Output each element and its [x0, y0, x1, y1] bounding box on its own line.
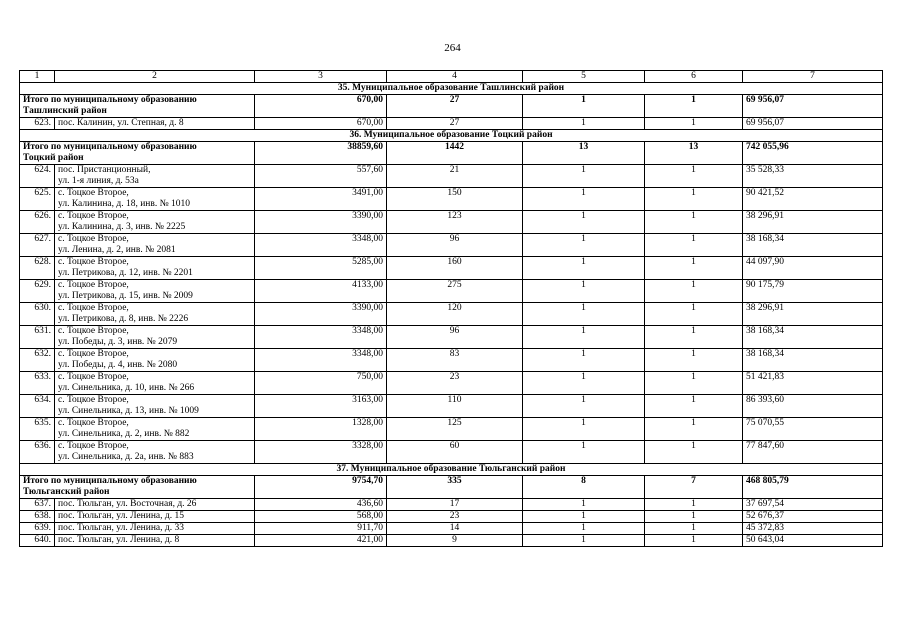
row-address [55, 372, 255, 395]
address-line: с. Тоцкое Второе, [58, 211, 129, 221]
row-units: 1 [523, 372, 645, 395]
row-units: 1 [523, 499, 645, 511]
table-row [20, 441, 883, 464]
column-header: 7 [743, 71, 883, 83]
row-objects: 1 [645, 211, 743, 234]
column-number-row [20, 71, 883, 83]
address-line: ул. Калинина, д. 18, инв. № 1010 [58, 198, 191, 209]
address-line: пос. Тюльган, ул. Восточная, д. 26 [58, 499, 197, 509]
row-address [55, 280, 255, 303]
row-area: 5285,00 [255, 257, 387, 280]
table-body [20, 83, 883, 547]
row-amount: 90 175,79 [743, 280, 883, 303]
row-number: 638. [20, 511, 55, 523]
row-address [55, 257, 255, 280]
row-number: 640. [20, 535, 55, 547]
address-line: ул. Победы, д. 3, инв. № 2079 [58, 336, 178, 347]
row-number: 634. [20, 395, 55, 418]
row-number: 627. [20, 234, 55, 257]
row-address [55, 499, 255, 511]
address-line: ул. 1-я линия, д. 53а [58, 175, 139, 186]
address-line: с. Тоцкое Второе, [58, 395, 129, 405]
section-heading-row [20, 83, 883, 95]
row-objects: 1 [645, 326, 743, 349]
row-amount: 38 168,34 [743, 234, 883, 257]
table-row [20, 280, 883, 303]
address-line: ул. Петрикова, д. 15, инв. № 2009 [58, 290, 193, 301]
row-number: 630. [20, 303, 55, 326]
row-address [55, 118, 255, 130]
column-header: 6 [645, 71, 743, 83]
row-amount: 52 676,37 [743, 511, 883, 523]
address-line: с. Тоцкое Второе, [58, 257, 129, 267]
total-amount: 742 055,96 [743, 142, 883, 165]
address-line: пос. Тюльган, ул. Ленина, д. 15 [58, 511, 184, 521]
row-address [55, 441, 255, 464]
row-address [55, 211, 255, 234]
total-label [20, 142, 255, 165]
total-area: 670,00 [255, 95, 387, 118]
row-units: 1 [523, 188, 645, 211]
row-objects: 1 [645, 372, 743, 395]
row-units: 1 [523, 303, 645, 326]
row-objects: 1 [645, 535, 743, 547]
table-row [20, 303, 883, 326]
row-number: 639. [20, 523, 55, 535]
row-number: 633. [20, 372, 55, 395]
address-line: ул. Синельника, д. 2а, инв. № 883 [58, 451, 194, 462]
total-label-line: Ташлинский район [23, 105, 107, 116]
row-count: 96 [387, 234, 523, 257]
row-count: 83 [387, 349, 523, 372]
row-amount: 90 421,52 [743, 188, 883, 211]
row-objects: 1 [645, 118, 743, 130]
row-count: 120 [387, 303, 523, 326]
row-units: 1 [523, 280, 645, 303]
row-area: 3390,00 [255, 303, 387, 326]
row-count: 23 [387, 372, 523, 395]
row-units: 1 [523, 211, 645, 234]
total-label-line: Тюльганский район [23, 486, 110, 497]
row-units: 1 [523, 418, 645, 441]
row-number: 623. [20, 118, 55, 130]
total-amount: 468 805,79 [743, 476, 883, 499]
address-line: с. Тоцкое Второе, [58, 303, 129, 313]
table-row [20, 234, 883, 257]
total-count: 27 [387, 95, 523, 118]
row-address [55, 188, 255, 211]
address-line: с. Тоцкое Второе, [58, 418, 129, 428]
row-units: 1 [523, 349, 645, 372]
total-objects: 7 [645, 476, 743, 499]
row-area: 3328,00 [255, 441, 387, 464]
total-label-line: Итого по муниципальному образованию [23, 476, 197, 486]
row-area: 3348,00 [255, 326, 387, 349]
row-number: 625. [20, 188, 55, 211]
row-count: 60 [387, 441, 523, 464]
row-amount: 44 097,90 [743, 257, 883, 280]
row-amount: 51 421,83 [743, 372, 883, 395]
row-count: 14 [387, 523, 523, 535]
total-objects: 13 [645, 142, 743, 165]
row-objects: 1 [645, 234, 743, 257]
row-objects: 1 [645, 418, 743, 441]
row-area: 436,60 [255, 499, 387, 511]
total-amount: 69 956,07 [743, 95, 883, 118]
row-count: 23 [387, 511, 523, 523]
row-area: 3491,00 [255, 188, 387, 211]
row-number: 635. [20, 418, 55, 441]
row-objects: 1 [645, 511, 743, 523]
row-number: 632. [20, 349, 55, 372]
total-units: 13 [523, 142, 645, 165]
row-count: 9 [387, 535, 523, 547]
row-objects: 1 [645, 303, 743, 326]
table-row [20, 535, 883, 547]
column-header: 4 [387, 71, 523, 83]
row-count: 275 [387, 280, 523, 303]
address-line: с. Тоцкое Второе, [58, 372, 129, 382]
housing-table [19, 70, 883, 547]
row-amount: 37 697,54 [743, 499, 883, 511]
row-count: 150 [387, 188, 523, 211]
row-units: 1 [523, 395, 645, 418]
row-area: 3390,00 [255, 211, 387, 234]
row-units: 1 [523, 441, 645, 464]
row-units: 1 [523, 257, 645, 280]
row-objects: 1 [645, 280, 743, 303]
section-title: 36. Муниципальное образование Тоцкий район [20, 130, 883, 142]
address-line: ул. Победы, д. 4, инв. № 2080 [58, 359, 178, 370]
row-count: 123 [387, 211, 523, 234]
address-line: ул. Синельника, д. 10, инв. № 266 [58, 382, 195, 393]
row-amount: 69 956,07 [743, 118, 883, 130]
row-number: 626. [20, 211, 55, 234]
table-row [20, 188, 883, 211]
address-line: ул. Калинина, д. 3, инв. № 2225 [58, 221, 186, 232]
total-count: 335 [387, 476, 523, 499]
total-row [20, 95, 883, 118]
row-amount: 38 168,34 [743, 326, 883, 349]
row-area: 911,70 [255, 523, 387, 535]
row-objects: 1 [645, 395, 743, 418]
total-row [20, 476, 883, 499]
row-units: 1 [523, 326, 645, 349]
address-line: ул. Синельника, д. 2, инв. № 882 [58, 428, 190, 439]
table-row [20, 118, 883, 130]
row-area: 670,00 [255, 118, 387, 130]
table-row [20, 257, 883, 280]
row-count: 27 [387, 118, 523, 130]
row-address [55, 523, 255, 535]
section-heading-row [20, 130, 883, 142]
row-number: 624. [20, 165, 55, 188]
row-address [55, 165, 255, 188]
table-row [20, 372, 883, 395]
row-units: 1 [523, 535, 645, 547]
address-line: с. Тоцкое Второе, [58, 349, 129, 359]
page-number: 264 [444, 42, 461, 54]
row-address [55, 418, 255, 441]
address-line: пос. Тюльган, ул. Ленина, д. 8 [58, 535, 180, 545]
table-row [20, 349, 883, 372]
row-count: 110 [387, 395, 523, 418]
total-row [20, 142, 883, 165]
column-header: 2 [55, 71, 255, 83]
row-address [55, 395, 255, 418]
row-area: 557,60 [255, 165, 387, 188]
row-number: 628. [20, 257, 55, 280]
row-area: 3163,00 [255, 395, 387, 418]
row-amount: 38 296,91 [743, 211, 883, 234]
total-area: 38859,60 [255, 142, 387, 165]
row-area: 4133,00 [255, 280, 387, 303]
row-objects: 1 [645, 441, 743, 464]
total-label-line: Итого по муниципальному образованию [23, 95, 197, 105]
total-area: 9754,70 [255, 476, 387, 499]
row-amount: 38 168,34 [743, 349, 883, 372]
address-line: ул. Ленина, д. 2, инв. № 2081 [58, 244, 176, 255]
total-count: 1442 [387, 142, 523, 165]
row-count: 125 [387, 418, 523, 441]
table-row [20, 418, 883, 441]
row-objects: 1 [645, 188, 743, 211]
address-line: с. Тоцкое Второе, [58, 326, 129, 336]
address-line: ул. Петрикова, д. 8, инв. № 2226 [58, 313, 189, 324]
row-number: 636. [20, 441, 55, 464]
table-row [20, 523, 883, 535]
total-label-line: Итого по муниципальному образованию [23, 142, 197, 152]
address-line: пос. Тюльган, ул. Ленина, д. 33 [58, 523, 184, 533]
table-row [20, 395, 883, 418]
row-count: 17 [387, 499, 523, 511]
section-heading-row [20, 464, 883, 476]
address-line: с. Тоцкое Второе, [58, 234, 129, 244]
total-units: 8 [523, 476, 645, 499]
address-line: ул. Синельника, д. 13, инв. № 1009 [58, 405, 199, 416]
row-number: 631. [20, 326, 55, 349]
table-row [20, 165, 883, 188]
row-amount: 77 847,60 [743, 441, 883, 464]
row-number: 629. [20, 280, 55, 303]
column-header: 1 [20, 71, 55, 83]
table-row [20, 499, 883, 511]
total-label-line: Тоцкий район [23, 152, 84, 163]
row-amount: 38 296,91 [743, 303, 883, 326]
row-address [55, 511, 255, 523]
row-amount: 45 372,83 [743, 523, 883, 535]
address-line: пос. Пристанционный, [58, 165, 151, 175]
total-units: 1 [523, 95, 645, 118]
row-area: 750,00 [255, 372, 387, 395]
row-amount: 75 070,55 [743, 418, 883, 441]
total-label [20, 476, 255, 499]
row-units: 1 [523, 511, 645, 523]
table-row [20, 326, 883, 349]
row-amount: 50 643,04 [743, 535, 883, 547]
address-line: с. Тоцкое Второе, [58, 441, 129, 451]
address-line: с. Тоцкое Второе, [58, 188, 129, 198]
row-units: 1 [523, 523, 645, 535]
row-area: 568,00 [255, 511, 387, 523]
row-units: 1 [523, 234, 645, 257]
row-objects: 1 [645, 349, 743, 372]
address-line: пос. Калинин, ул. Степная, д. 8 [58, 118, 184, 128]
row-address [55, 326, 255, 349]
row-address [55, 349, 255, 372]
row-count: 21 [387, 165, 523, 188]
row-objects: 1 [645, 499, 743, 511]
column-header: 5 [523, 71, 645, 83]
total-objects: 1 [645, 95, 743, 118]
row-count: 96 [387, 326, 523, 349]
row-address [55, 535, 255, 547]
row-area: 421,00 [255, 535, 387, 547]
row-area: 1328,00 [255, 418, 387, 441]
row-objects: 1 [645, 523, 743, 535]
row-number: 637. [20, 499, 55, 511]
row-units: 1 [523, 118, 645, 130]
address-line: с. Тоцкое Второе, [58, 280, 129, 290]
row-amount: 35 528,33 [743, 165, 883, 188]
row-address [55, 303, 255, 326]
section-title: 37. Муниципальное образование Тюльганский район [20, 464, 883, 476]
row-address [55, 234, 255, 257]
row-area: 3348,00 [255, 349, 387, 372]
row-objects: 1 [645, 257, 743, 280]
address-line: ул. Петрикова, д. 12, инв. № 2201 [58, 267, 193, 278]
row-area: 3348,00 [255, 234, 387, 257]
table-row [20, 211, 883, 234]
row-amount: 86 393,60 [743, 395, 883, 418]
row-units: 1 [523, 165, 645, 188]
total-label [20, 95, 255, 118]
section-title: 35. Муниципальное образование Ташлинский район [20, 83, 883, 95]
column-header: 3 [255, 71, 387, 83]
row-objects: 1 [645, 165, 743, 188]
table-row [20, 511, 883, 523]
row-count: 160 [387, 257, 523, 280]
